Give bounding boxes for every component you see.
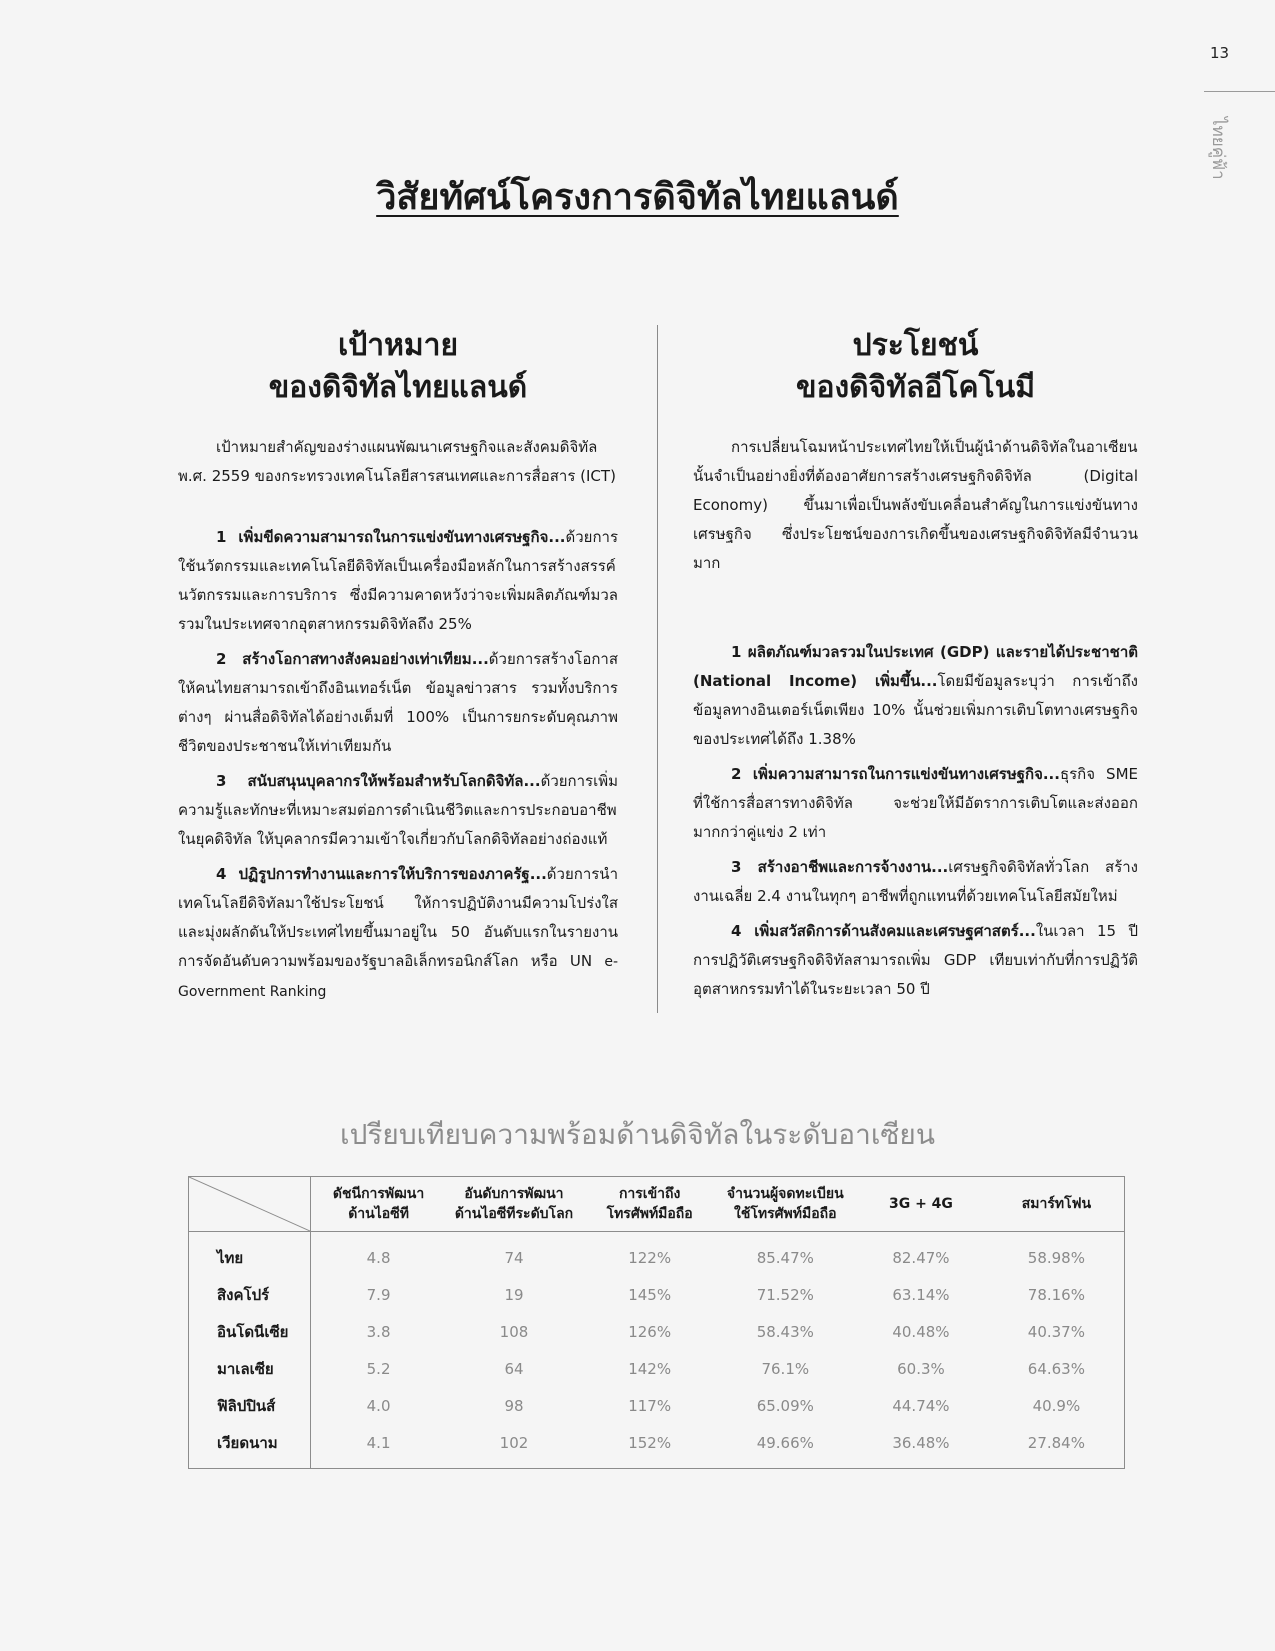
benefit-item-lead: 1 ผลิตภัณฑ์มวลรวมในประเทศ (GDP) และรายได้ประชาชาติ (National Income) เพิ่มขึ้น... (693, 643, 1138, 690)
value-cell: 3.8 (366, 1322, 391, 1341)
value-cell: 36.48% (892, 1433, 950, 1452)
benefit-item-body: เศรษฐกิจดิจิทัลทั่วโลก สร้างงานเฉลี่ย 2.4 งานในทุกๆ อาชีพที่ถูกแทนที่ด้วยเทคโนโลยีสมัยใหม่ (693, 858, 1139, 905)
value-cell: 64.63% (1027, 1359, 1085, 1378)
goal-item (178, 767, 618, 854)
table-row (189, 1424, 1125, 1469)
value-cell: 102 (499, 1433, 529, 1452)
country-cell: อินโดนีเซีย (189, 1313, 311, 1350)
column-header: 3G + 4G (853, 1177, 989, 1232)
page-number: 13 (1210, 44, 1230, 62)
value-cell: 108 (499, 1322, 529, 1341)
value-cell: 19 (504, 1285, 524, 1304)
value-cell: 44.74% (892, 1396, 950, 1415)
spacer (178, 491, 618, 523)
spacer (693, 578, 1138, 638)
value-cell: 122% (628, 1248, 672, 1267)
goal-item-body: ด้วยการใช้นวัตกรรมและเทคโนโลยีดิจิทัลเป็นเครื่องมือหลักในการสร้างสรรค์นวัตกรรมและการบริการ ซึ่งมีความคาดหวังว่าจะเพิ่มผลิตภัณฑ์มวลรวมในประเทศจากอุตสาหกรรมดิจิทัลถึง 25% (178, 528, 618, 633)
asean-comparison-table (188, 1176, 1125, 1469)
value-cell: 82.47% (892, 1248, 950, 1267)
column-header: สมาร์ทโฟน (989, 1177, 1125, 1232)
value-cell: 126% (628, 1322, 672, 1341)
value-cell: 76.1% (761, 1359, 810, 1378)
benefit-item-body: โดยมีข้อมูลระบุว่า การเข้าถึงข้อมูลทางอินเตอร์เน็ตเพียง 10% นั้นช่วยเพิ่มการเติบโตทางเศรษฐกิจของประเทศได้ถึง 1.38% (693, 672, 1139, 748)
value-cell: 71.52% (756, 1285, 814, 1304)
goal-item-body: ด้วยการสร้างโอกาสให้คนไทยสามารถเข้าถึงอินเทอร์เน็ต ข้อมูลข่าวสาร รวมทั้งบริการต่างๆ ผ่านสื่อดิจิทัลได้อย่างเต็มที่ 100% เป็นการยกระดับคุณภาพชีวิตของประชาชนให้เท่าเทียมกัน (178, 650, 618, 755)
value-cell: 117% (628, 1396, 672, 1415)
value-cell: 85.47% (756, 1248, 814, 1267)
benefit-item (693, 917, 1138, 1004)
table-row (189, 1350, 1125, 1387)
page-title: วิสัยทัศน์โครงการดิจิทัลไทยแลนด์ (376, 177, 899, 218)
value-cell: 152% (628, 1433, 672, 1452)
column-header: ดัชนีการพัฒนา ด้านไอซีที (311, 1177, 447, 1232)
value-cell: 74 (504, 1248, 524, 1267)
column-header: อันดับการพัฒนา ด้านไอซีทีระดับโลก (446, 1177, 582, 1232)
goal-item (178, 523, 618, 639)
value-cell: 78.16% (1027, 1285, 1085, 1304)
value-cell: 64 (504, 1359, 524, 1378)
value-cell: 40.37% (1027, 1322, 1085, 1341)
goal-item-lead: 1 เพิ่มขีดความสามารถในการแข่งขันทางเศรษฐกิจ... (216, 528, 566, 546)
benefit-item-body: ในเวลา 15 ปี การปฏิวัติเศรษฐกิจดิจิทัลสามารถเพิ่ม GDP เทียบเท่ากับที่การปฏิวัติอุตสาหกรรมทำได้ในระยะเวลา 50 ปี (693, 922, 1139, 998)
value-cell: 40.48% (892, 1322, 950, 1341)
benefit-item (693, 853, 1138, 911)
column-header: จำนวนผู้จดทะเบียน ใช้โทรศัพท์มือถือ (717, 1177, 853, 1232)
value-cell: 7.9 (366, 1285, 391, 1304)
value-cell: 4.8 (366, 1248, 391, 1267)
benefit-item-lead: 4 เพิ่มสวัสดิการด้านสังคมและเศรษฐศาสตร์... (731, 922, 1036, 940)
diagonal-line (189, 1177, 310, 1231)
country-cell: สิงคโปร์ (189, 1276, 311, 1313)
value-cell: 4.0 (366, 1396, 391, 1415)
benefits-heading-line1: ประโยชน์ (852, 328, 979, 363)
benefits-intro: การเปลี่ยนโฉมหน้าประเทศไทยให้เป็นผู้นำด้านดิจิทัลในอาเซียนนั้นจำเป็นอย่างยิ่งที่ต้องอาศัยการสร้างเศรษฐกิจดิจิทัล (Digital Economy) ขึ้นมาเพื่อเป็นพลังขับเคลื่อนสำคัญในการแข่งขันทางเศรษฐกิจ ซึ่งประโยชน์ของการเกิดขึ้นของเศรษฐกิจดิจิทัลมีจำนวนมาก (693, 438, 1138, 572)
country-cell: เวียดนาม (189, 1424, 311, 1469)
value-cell: 65.09% (756, 1396, 814, 1415)
benefit-item-body: ธุรกิจ SME ที่ใช้การสื่อสารทางดิจิทัล จะช่วยให้มีอัตราการเติบโตและส่งออกมากกว่าคู่แข่ง 2 เท่า (693, 765, 1138, 841)
value-cell: 40.9% (1032, 1396, 1081, 1415)
table-row (189, 1387, 1125, 1424)
table-row (189, 1232, 1125, 1277)
value-cell: 142% (628, 1359, 672, 1378)
benefit-item (693, 638, 1138, 754)
goal-item-tail: e-Government Ranking (178, 954, 618, 1000)
value-cell: 4.1 (366, 1433, 391, 1452)
goals-intro: เป้าหมายสำคัญของร่างแผนพัฒนาเศรษฐกิจและสังคมดิจิทัล พ.ศ. 2559 ของกระทรวงเทคโนโลยีสารสนเทศและการสื่อสาร (ICT) (178, 438, 616, 485)
goal-item-lead: 4 ปฏิรูปการทำงานและการให้บริการของภาครัฐ... (216, 865, 547, 883)
value-cell: 63.14% (892, 1285, 950, 1304)
table-header-row (189, 1177, 1125, 1232)
goals-column (178, 325, 618, 1007)
country-cell: ไทย (189, 1232, 311, 1277)
country-cell: มาเลเซีย (189, 1350, 311, 1387)
benefit-item (693, 760, 1138, 847)
goals-heading-line2: ของดิจิทัลไทยแลนด์ (268, 370, 528, 405)
table-row (189, 1313, 1125, 1350)
value-cell: 145% (628, 1285, 672, 1304)
value-cell: 49.66% (756, 1433, 814, 1452)
goal-item-lead: 2 สร้างโอกาสทางสังคมอย่างเท่าเทียม... (216, 650, 489, 668)
value-cell: 27.84% (1027, 1433, 1085, 1452)
goal-item-body: ด้วยการเพิ่มความรู้และทักษะที่เหมาะสมต่อการดำเนินชีวิตและการประกอบอาชีพในยุคดิจิทัล ให้บุคลากรมีความเข้าใจเกี่ยวกับโลกดิจิทัลอย่างถ่องแท้ (178, 772, 618, 848)
value-cell: 58.43% (756, 1322, 814, 1341)
goal-item (178, 860, 618, 1007)
goal-item-body: ด้วยการนำเทคโนโลยีดิจิทัลมาใช้ประโยชน์ ให้การปฏิบัติงานมีความโปร่งใสและมุ่งผลักดันให้ประเทศไทยขึ้นมาอยู่ใน 50 อันดับแรกในรายงานการจัดอันดับความพร้อมของรัฐบาลอิเล็กทรอนิกส์โลก หรือ UN (178, 865, 618, 970)
value-cell: 58.98% (1027, 1248, 1085, 1267)
table-title: เปรียบเทียบความพร้อมด้านดิจิทัลในระดับอาเซียน (340, 1118, 935, 1151)
table-row (189, 1276, 1125, 1313)
benefit-item-lead: 3 สร้างอาชีพและการจ้างงาน... (731, 858, 949, 876)
goal-item (178, 645, 618, 761)
goal-item-lead: 3 สนับสนุนบุคลากรให้พร้อมสำหรับโลกดิจิทัล... (216, 772, 541, 790)
benefits-column (693, 325, 1138, 1004)
column-header: การเข้าถึง โทรศัพท์มือถือ (582, 1177, 718, 1232)
column-divider (657, 325, 658, 1013)
value-cell: 98 (504, 1396, 524, 1415)
side-rule (1204, 91, 1275, 92)
goals-heading-line1: เป้าหมาย (337, 328, 459, 363)
value-cell: 60.3% (897, 1359, 945, 1378)
corner-header-cell (189, 1177, 311, 1232)
benefits-heading (693, 325, 1138, 409)
benefits-heading-line2: ของดิจิทัลอีโคโนมี (796, 370, 1035, 405)
side-label: ไทยคู่ฟ้า (1208, 117, 1228, 180)
country-cell: ฟิลิปปินส์ (189, 1387, 311, 1424)
benefit-item-lead: 2 เพิ่มความสามารถในการแข่งขันทางเศรษฐกิจ... (731, 765, 1060, 783)
value-cell: 5.2 (366, 1359, 391, 1378)
goals-heading (178, 325, 618, 409)
